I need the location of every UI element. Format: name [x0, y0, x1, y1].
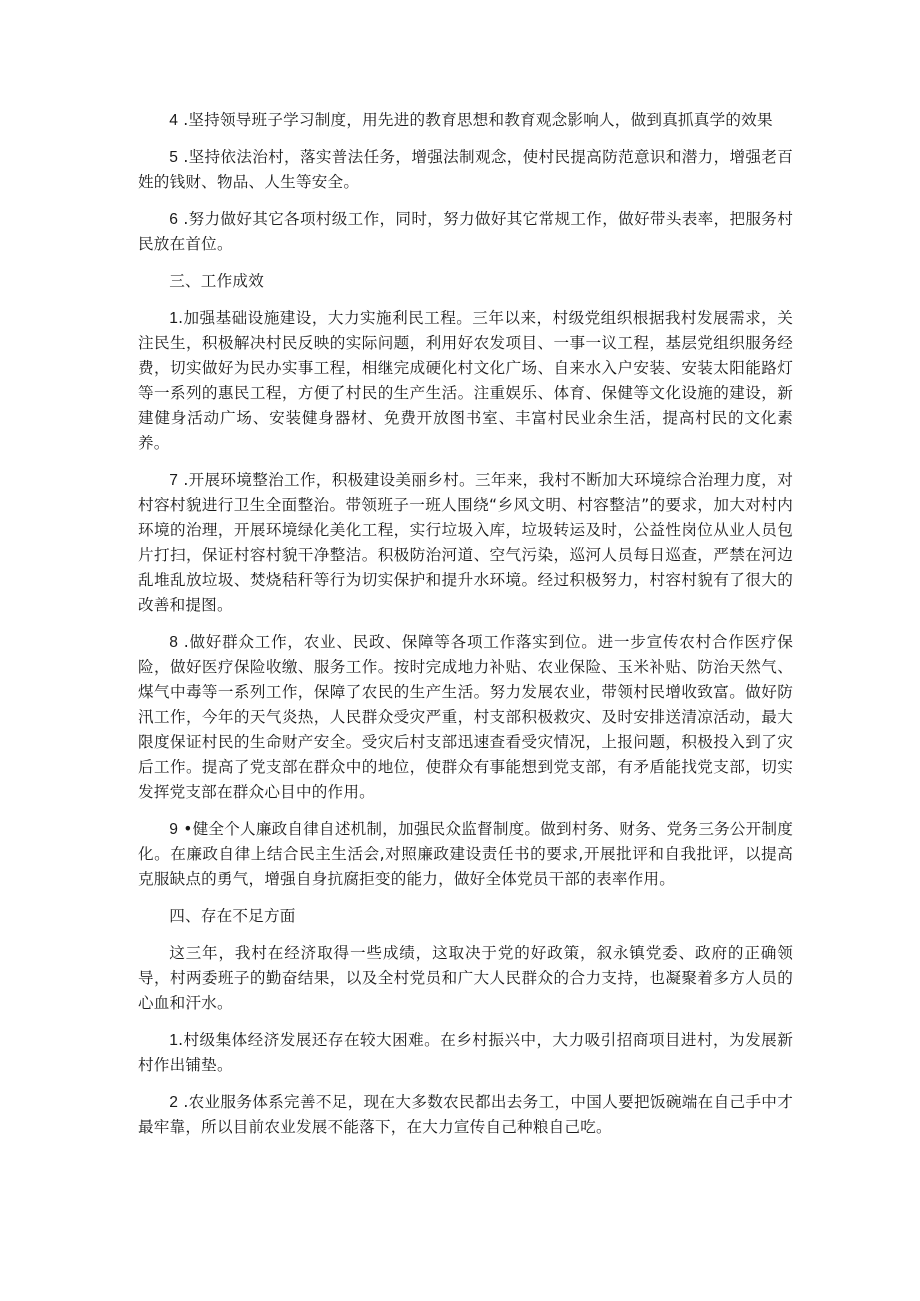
paragraph-collective-economy — [138, 1028, 793, 1078]
paragraph-text: .村级集体经济发展还存在较大困难。在乡村振兴中，大力吸引招商项目进村，为发展新村作出铺垫。 — [138, 1031, 793, 1074]
paragraph-number: 8 — [169, 634, 179, 651]
paragraph-6 — [138, 207, 793, 257]
paragraph-number: 2 — [169, 1094, 179, 1111]
paragraph-8 — [138, 630, 793, 805]
paragraph-number: 4 — [169, 112, 179, 129]
paragraph-4 — [138, 108, 793, 133]
paragraph-number: 1 — [169, 1032, 179, 1049]
paragraph-text: •健全个人廉政自律自述机制，加强民众监督制度。做到村务、财务、党务三务公开制度化。在廉政自律上结合民主生活会,对照廉政建设责任书的要求,开展批评和自我批评，以提高克服缺点的勇气，增强自身抗腐拒变的能力，做好全体党员干部的表率作用。 — [138, 820, 793, 888]
paragraph-text: .坚持依法治村，落实普法任务，增强法制观念，使村民提高防范意识和潜力，增强老百姓的钱财、物品、人生等安全。 — [138, 148, 793, 191]
paragraph-number: 9 — [169, 821, 179, 838]
paragraph-5 — [138, 145, 793, 195]
paragraph-text: .开展环境整治工作，积极建设美丽乡村。三年来，我村不断加大环境综合治理力度，对村容村貌进行卫生全面整治。带领班子一班人围绕“乡风文明、村容整洁”的要求，加大对村内环境的治理，开展环境绿化美化工程，实行垃圾入库，垃圾转运及时，公益性岗位从业人员包片打扫，保证村容村貌干净整洁。积极防治河道、空气污染，巡河人员每日巡查，严禁在河边乱堆乱放垃圾、焚烧秸秆等行为切实保护和提升水环境。经过积极努力，村容村貌有了很大的改善和提图。 — [138, 471, 793, 614]
paragraph-text: .坚持领导班子学习制度，用先进的教育思想和教育观念影响人，做到真抓真学的效果 — [178, 111, 773, 129]
paragraph-number: 7 — [169, 472, 179, 489]
document-page — [138, 108, 793, 1152]
paragraph-text: .做好群众工作，农业、民政、保障等各项工作落实到位。进一步宣传农村合作医疗保险，做好医疗保险收缴、服务工作。按时完成地力补贴、农业保险、玉米补贴、防治天然气、煤气中毒等一系列工作，保障了农民的生产生活。努力发展农业，带领村民增收致富。做好防汛工作，今年的天气炎热，人民群众受灾严重，村支部积极救灾、及时安排送清凉活动，最大限度保证村民的生命财产安全。受灾后村支部迅速查看受灾情况，上报问题，积极投入到了灾后工作。提高了党支部在群众中的地位，使群众有事能想到党支部，有矛盾能找党支部，切实发挥党支部在群众心目中的作用。 — [138, 633, 793, 801]
paragraph-agri-service — [138, 1090, 793, 1140]
paragraph-infrastructure — [138, 306, 793, 456]
paragraph-number: 1 — [169, 310, 179, 327]
paragraph-number: 5 — [169, 149, 179, 166]
paragraph-9 — [138, 817, 793, 892]
section-heading-shortcomings: 四、存在不足方面 — [169, 907, 296, 925]
paragraph-text: .加强基础设施建设，大力实施利民工程。三年以来，村级党组织根据我村发展需求，关注民生，积极解决村民反映的实际问题，利用好农发项目、一事一议工程，基层党组织服务经费，切实做好为民办实事工程，相继完成硬化村文化广场、自来水入户安装、安装太阳能路灯等一系列的惠民工程，方便了村民的生产生活。注重娱乐、体育、保健等文化设施的建设，新建健身活动广场、安装健身器材、免费开放图书室、丰富村民业余生活，提高村民的文化素养。 — [138, 309, 793, 452]
paragraph-number: 6 — [169, 211, 179, 228]
paragraph-text: .农业服务体系完善不足，现在大多数农民都出去务工，中国人要把饭碗端在自己手中才最牢靠，所以目前农业发展不能落下，在大力宣传自己种粮自己吃。 — [138, 1093, 793, 1136]
paragraph-intro: 这三年，我村在经济取得一些成绩，这取决于党的好政策，叙永镇党委、政府的正确领导，村两委班子的勤奋结果，以及全村党员和广大人民群众的合力支持，也凝聚着多方人员的心血和汗水。 — [138, 944, 793, 1012]
paragraph-text: .努力做好其它各项村级工作，同时，努力做好其它常规工作，做好带头表率，把服务村民放在首位。 — [138, 210, 793, 253]
section-heading-work-results: 三、工作成效 — [169, 272, 264, 290]
paragraph-7 — [138, 468, 793, 618]
